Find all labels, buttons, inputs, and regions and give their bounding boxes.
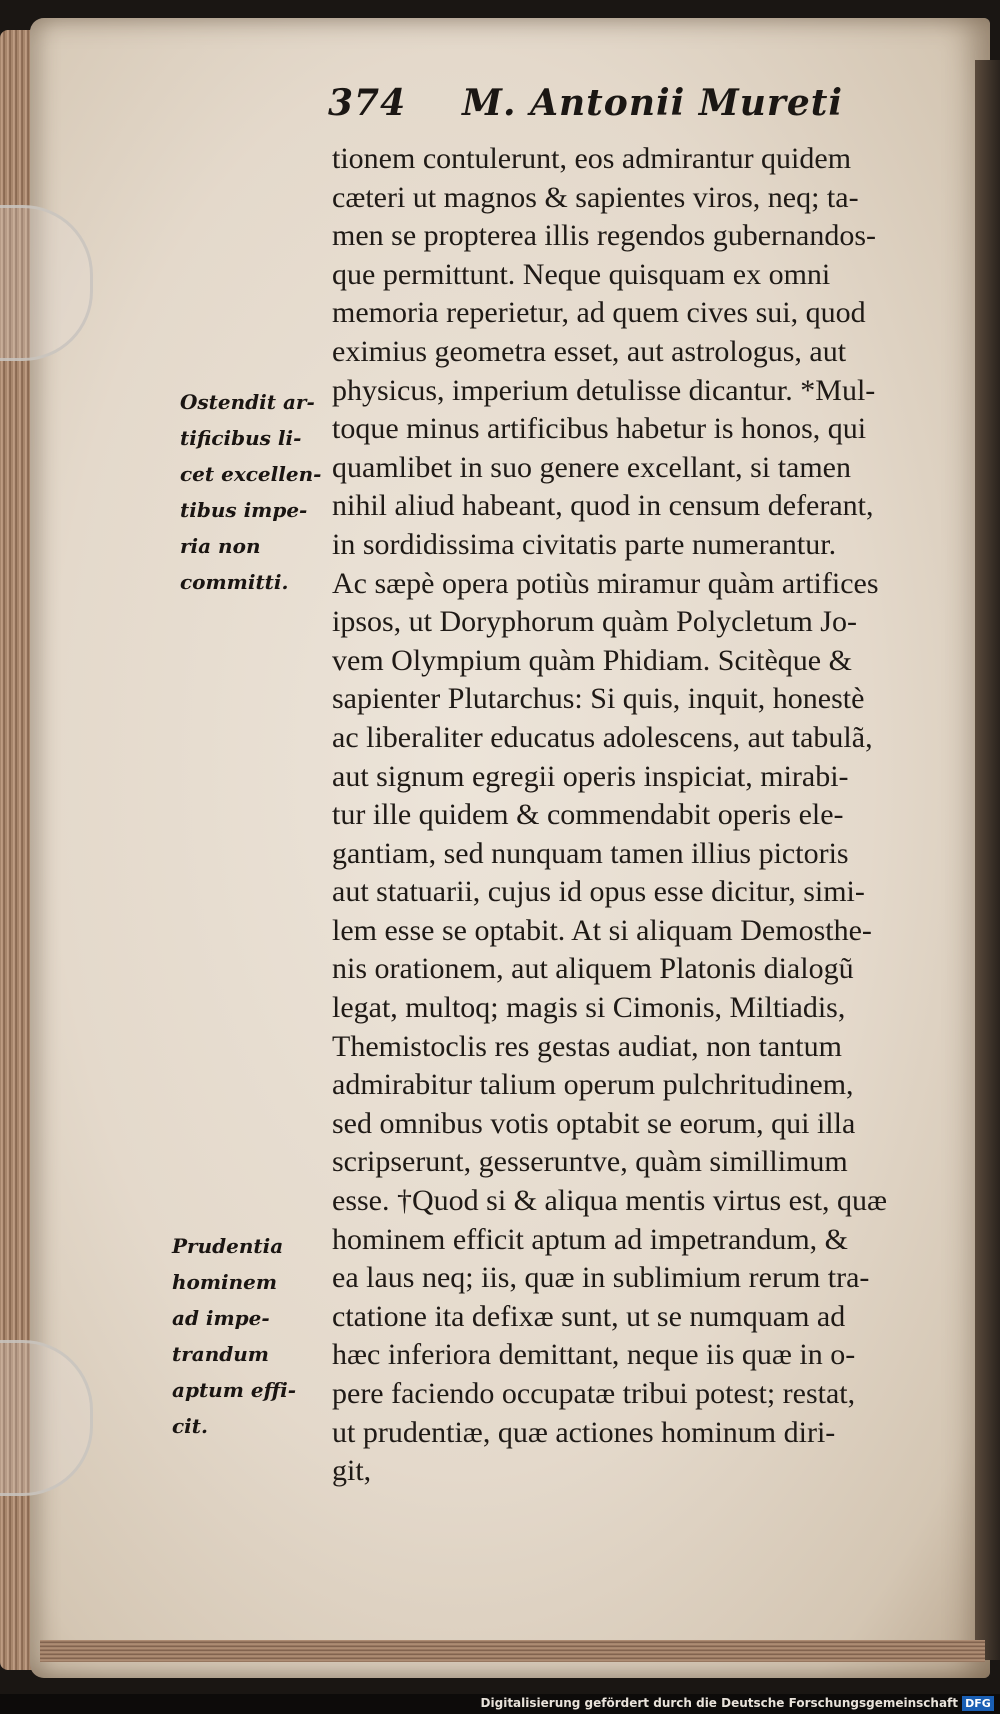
- text-line: eximius geometra esset, aut astrologus, aut: [332, 334, 847, 368]
- text-line: memoria reperietur, ad quem cives sui, quod: [332, 296, 866, 330]
- text-line: gantiam, sed nunquam tamen illius pictoris: [332, 836, 849, 870]
- text-line: men se propterea illis regendos gubernandos-: [332, 219, 876, 253]
- text-line: esse. †Quod si & aliqua mentis virtus est, quæ: [332, 1184, 887, 1218]
- text-line: que permittunt. Neque quisquam ex omni: [332, 257, 831, 291]
- text-line: vem Olympium quàm Phidiam. Scitèque &: [332, 643, 852, 677]
- running-title: M. Antonii Mureti: [462, 82, 844, 124]
- marginal-note-line: aptum effi-: [172, 1378, 297, 1402]
- text-line: hæc inferiora demittant, neque iis quæ in o-: [332, 1338, 856, 1372]
- body-text: [332, 140, 992, 1491]
- marginal-note-line: cit.: [172, 1414, 208, 1438]
- text-line: aut signum egregii operis inspiciat, mirabi-: [332, 759, 849, 793]
- text-line: nis orationem, aut aliquem Platonis dialogũ: [332, 952, 854, 986]
- text-line: physicus, imperium detulisse dicantur. *Mul-: [332, 373, 876, 407]
- marginal-note-line: cet excellen-: [180, 462, 322, 486]
- text-line: admirabitur talium operum pulchritudinem,: [332, 1068, 854, 1102]
- text-line: tur ille quidem & commendabit operis ele-: [332, 798, 844, 832]
- marginal-note-line: Ostendit ar-: [180, 390, 315, 414]
- marginal-note: [172, 1228, 332, 1444]
- marginal-note-line: tificibus li-: [180, 426, 302, 450]
- text-line: sed omnibus votis optabit se eorum, qui illa: [332, 1106, 856, 1140]
- text-line: legat, multoq; magis si Cimonis, Miltiadis,: [332, 991, 846, 1025]
- book-edge-bottom: [40, 1640, 985, 1662]
- text-line: nihil aliud habeant, quod in censum deferant,: [332, 489, 874, 523]
- digitization-footer: [0, 1694, 1000, 1714]
- marginal-note-line: hominem: [172, 1270, 278, 1294]
- text-line: pere faciendo occupatæ tribui potest; restat,: [332, 1377, 856, 1410]
- dfg-logo: DFG: [962, 1696, 994, 1711]
- footer-credit: Digitalisierung gefördert durch die Deutsche Forschungsgemeinschaft: [480, 1696, 958, 1710]
- text-line: Ac sæpè opera potiùs miramur quàm artifices: [332, 566, 879, 600]
- text-line: scripserunt, gesseruntve, quàm simillimum: [332, 1145, 848, 1179]
- text-line: ctatione ita defixæ sunt, ut se numquam ad: [332, 1299, 846, 1333]
- text-line: git,: [332, 1454, 372, 1488]
- marginal-note-line: trandum: [172, 1342, 269, 1366]
- text-line: ac liberaliter educatus adolescens, aut tabulã,: [332, 720, 873, 754]
- text-line: ea laus neq; iis, quæ in sublimium rerum tra-: [332, 1261, 870, 1295]
- marginal-note-line: Prudentia: [172, 1234, 284, 1258]
- text-line: cæteri ut magnos & sapientes viros, neq; ta-: [332, 180, 859, 214]
- text-line: quamlibet in suo genere excellant, si tamen: [332, 450, 851, 484]
- text-line: toque minus artificibus habetur is honos, qui: [332, 412, 867, 446]
- text-line: aut statuarii, cujus id opus esse dicitur, simi-: [332, 875, 865, 909]
- page-number: 374: [328, 82, 407, 124]
- marginal-note-line: tibus impe-: [180, 498, 308, 522]
- marginal-note-line: committi.: [180, 570, 289, 594]
- text-line: hominem efficit aptum ad impetrandum, &: [332, 1222, 848, 1256]
- marginal-note: [180, 384, 340, 600]
- text-line: sapienter Plutarchus: Si quis, inquit, honestè: [332, 682, 865, 716]
- text-line: tionem contulerunt, eos admirantur quidem: [332, 142, 852, 175]
- marginal-note-line: ria non: [180, 534, 261, 558]
- text-line: Themistoclis res gestas audiat, non tantum: [332, 1029, 842, 1063]
- marginal-note-line: ad impe-: [172, 1306, 270, 1330]
- text-line: lem esse se optabit. At si aliquam Demosthe-: [332, 913, 872, 947]
- text-line: ut prudentiæ, quæ actiones hominum diri-: [332, 1415, 836, 1449]
- text-line: ipsos, ut Doryphorum quàm Polycletum Jo-: [332, 605, 857, 639]
- running-header: [328, 82, 843, 124]
- text-line: in sordidissima civitatis parte numerantur.: [332, 527, 837, 561]
